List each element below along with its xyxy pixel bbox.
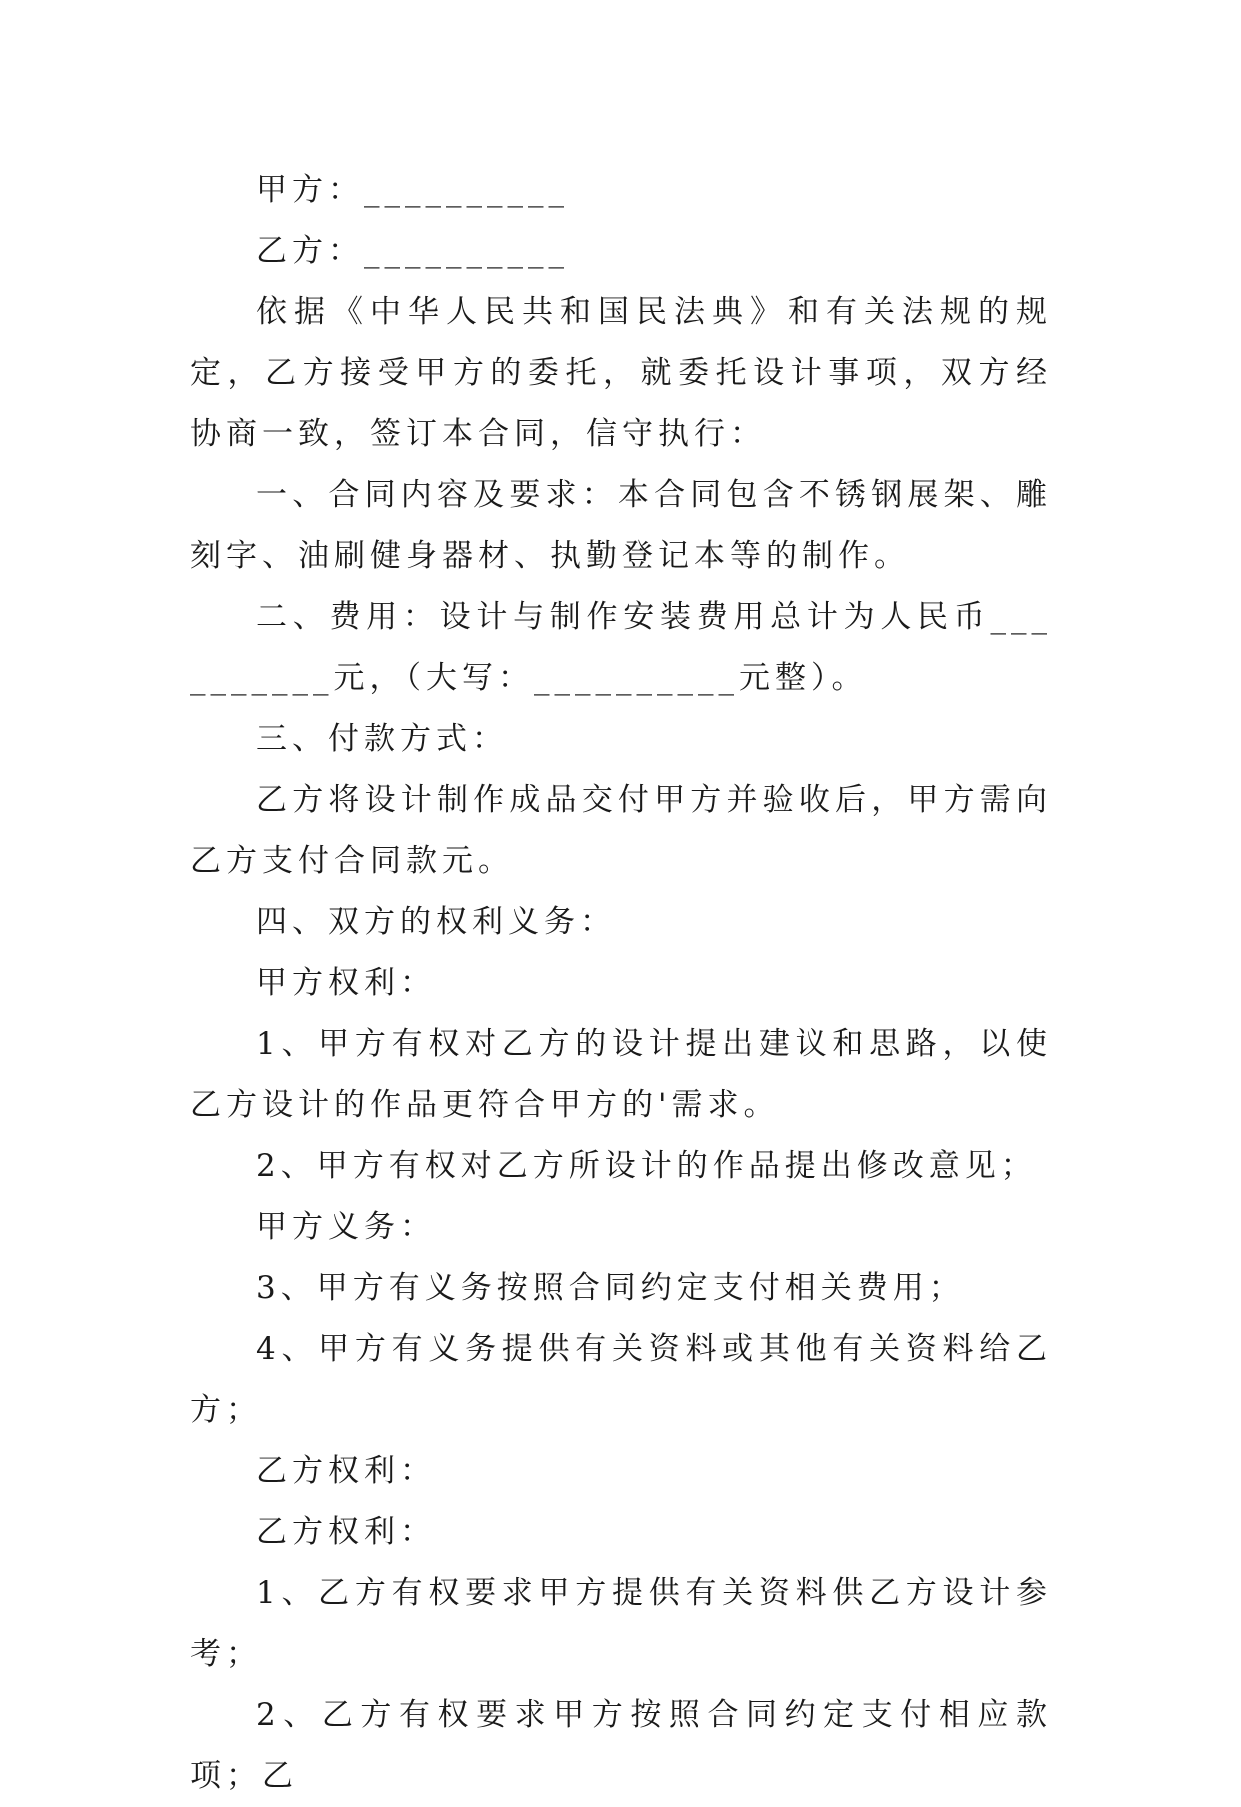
party-b-right-1: 1、乙方有权要求甲方提供有关资料供乙方设计参考； [190, 1575, 1052, 1672]
payment-paragraph: 乙方将设计制作成品交付甲方并验收后，甲方需向乙方支付合同款元。 [190, 782, 1052, 879]
party-a-right-2: 2、甲方有权对乙方所设计的作品提出修改意见； [256, 1148, 1037, 1184]
party-b-rights-heading-repeat: 乙方权利： [256, 1514, 436, 1550]
section-3-heading: 三、付款方式： [256, 721, 508, 757]
preamble-paragraph: 依据《中华人民共和国民法典》和有关法规的规定，乙方接受甲方的委托，就委托设计事项，双方经协商一致，签订本合同，信守执行： [190, 294, 1052, 452]
party-a-duty-4: 4、甲方有义务提供有关资料或其他有关资料给乙方； [190, 1331, 1052, 1428]
party-a-rights-heading: 甲方权利： [256, 965, 436, 1001]
party-a-duty-3: 3、甲方有义务按照合同约定支付相关费用； [256, 1270, 965, 1306]
party-b-rights-heading: 乙方权利： [256, 1453, 436, 1489]
party-a-duties-heading: 甲方义务： [256, 1209, 436, 1245]
section-1-paragraph: 一、合同内容及要求：本合同包含不锈钢展架、雕刻字、油刷健身器材、执勤登记本等的制作。 [190, 477, 1052, 574]
section-4-heading: 四、双方的权利义务： [256, 904, 616, 940]
party-a-right-1: 1、甲方有权对乙方的设计提出建议和思路，以使乙方设计的作品更符合甲方的'需求。 [190, 1026, 1052, 1123]
section-2-paragraph: 二、费用：设计与制作安装费用总计为人民币__________元，（大写：__________元整）。 [190, 599, 1052, 696]
party-a-line: 甲方：__________ [256, 172, 569, 208]
party-b-right-2: 2、乙方有权要求甲方按照合同约定支付相应款项；乙 [190, 1697, 1052, 1794]
document-page [190, 160, 1052, 1807]
party-b-line: 乙方：__________ [256, 233, 569, 269]
